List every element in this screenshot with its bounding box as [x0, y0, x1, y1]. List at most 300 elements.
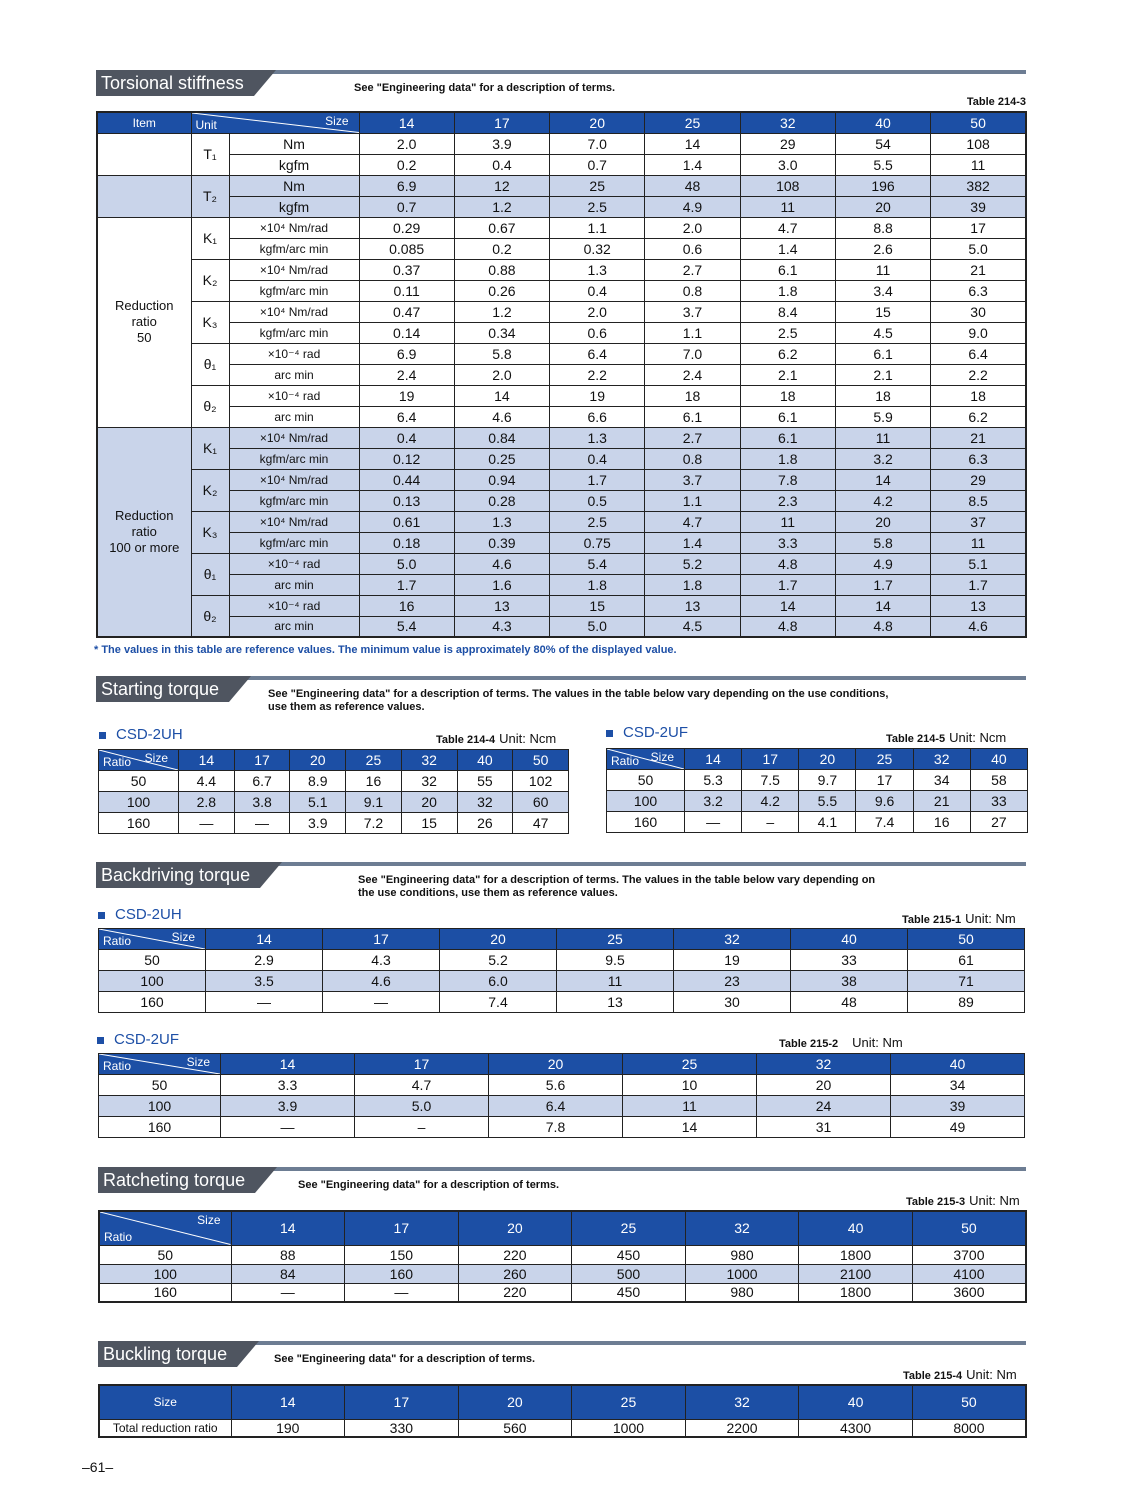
- unit-label: Unit: [195, 117, 217, 132]
- symbol-cell: K₂: [191, 469, 229, 511]
- size-header: 14: [206, 929, 323, 950]
- ratio-cell: 100: [607, 791, 685, 812]
- size-header: 25: [572, 1385, 686, 1419]
- ratio-size-header: [607, 749, 685, 770]
- table-caption: [906, 1193, 1020, 1208]
- table-cell: 10: [623, 1075, 757, 1096]
- size-header: 17: [454, 112, 549, 133]
- ratio-label-line: Reduction: [114, 507, 174, 523]
- symbol-cell: K₃: [191, 301, 229, 343]
- ratio-cell: 100: [99, 792, 179, 813]
- unit-cell: kgfm: [229, 196, 359, 217]
- unit-cell: arc min: [229, 574, 359, 595]
- table-cell: 150: [345, 1245, 459, 1264]
- table-cell: 1.8: [740, 448, 835, 469]
- table-cell: 4.5: [645, 616, 740, 637]
- table-row: [99, 992, 1025, 1013]
- table-cell: 3.7: [645, 301, 740, 322]
- size-header: 32: [401, 750, 457, 771]
- size-label: Size: [325, 114, 349, 128]
- table-cell: 4300: [799, 1419, 913, 1437]
- table-cell: 0.4: [454, 154, 549, 175]
- size-header: 50: [931, 112, 1026, 133]
- subheading-text: CSD-2UH: [116, 726, 183, 743]
- table-cell: 2.3: [740, 490, 835, 511]
- table-cell: 34: [891, 1075, 1025, 1096]
- size-header: 40: [891, 1054, 1025, 1075]
- symbol-cell: T₂: [191, 175, 229, 217]
- size-header: 50: [908, 929, 1025, 950]
- backdriving-uf-table: [98, 1053, 1025, 1138]
- table-unit: Unit: Nm: [969, 1193, 1020, 1208]
- table-cell: 37: [931, 511, 1026, 532]
- ratio-cell: 50: [99, 1075, 221, 1096]
- table-cell: 6.1: [740, 259, 835, 280]
- ratio-label-line: 100 or more: [109, 539, 180, 555]
- symbol-cell: θ₂: [191, 595, 229, 637]
- table-cell: 3.9: [454, 133, 549, 154]
- section-rule: [246, 862, 1026, 866]
- table-row: [97, 595, 1026, 616]
- size-header: 20: [458, 1211, 572, 1245]
- table-cell: 18: [931, 385, 1026, 406]
- table-cell: 4.6: [454, 553, 549, 574]
- size-header: 17: [345, 1211, 459, 1245]
- table-cell: 3.3: [740, 532, 835, 553]
- table-cell: 17: [856, 770, 913, 791]
- table-cell: 0.25: [454, 448, 549, 469]
- table-cell: 21: [913, 791, 970, 812]
- table-cell: 0.34: [454, 322, 549, 343]
- size-label: Size: [99, 1385, 231, 1419]
- table-row: [97, 259, 1026, 280]
- size-header: 14: [359, 112, 454, 133]
- table-cell: 32: [401, 771, 457, 792]
- backdriving-section: [96, 862, 1026, 899]
- table-cell: 330: [345, 1419, 459, 1437]
- table-cell: 0.44: [359, 469, 454, 490]
- bullet-square-icon: [97, 1037, 104, 1044]
- size-header: 32: [740, 112, 835, 133]
- table-cell: 2.0: [454, 364, 549, 385]
- row-label: Total reduction ratio: [99, 1419, 231, 1437]
- ratio-size-header: [99, 1211, 231, 1245]
- table-cell: 39: [931, 196, 1026, 217]
- size-header: 14: [685, 749, 742, 770]
- ratcheting-table: [98, 1210, 1027, 1303]
- table-cell: 88: [231, 1245, 345, 1264]
- table-cell: —: [231, 1283, 345, 1302]
- table-cell: 6.4: [550, 343, 645, 364]
- table-cell: 18: [835, 385, 930, 406]
- table-row: [97, 490, 1026, 511]
- table-cell: 382: [931, 175, 1026, 196]
- table-cell: 5.0: [931, 238, 1026, 259]
- table-cell: —: [345, 1283, 459, 1302]
- ratio-label: Ratio: [103, 934, 132, 948]
- table-cell: 4.6: [931, 616, 1026, 637]
- table-cell: 7.0: [645, 343, 740, 364]
- table-cell: 6.1: [740, 427, 835, 448]
- table-cell: 2.1: [740, 364, 835, 385]
- table-cell: 4.2: [742, 791, 799, 812]
- table-cell: 1.2: [454, 301, 549, 322]
- unit-cell: arc min: [229, 364, 359, 385]
- table-cell: 0.13: [359, 490, 454, 511]
- table-row: [99, 1117, 1025, 1138]
- table-cell: 5.0: [355, 1096, 489, 1117]
- table-cell: 11: [740, 196, 835, 217]
- table-cell: 5.6: [489, 1075, 623, 1096]
- table-cell: 18: [645, 385, 740, 406]
- table-row: [99, 771, 569, 792]
- table-cell: 3.2: [685, 791, 742, 812]
- table-cell: 1.7: [740, 574, 835, 595]
- table-cell: 0.28: [454, 490, 549, 511]
- table-cell: 0.12: [359, 448, 454, 469]
- ratio-label: Ratio: [104, 1229, 133, 1244]
- table-cell: 32: [457, 792, 513, 813]
- table-cell: —: [685, 812, 742, 833]
- ratio-label-cell: [97, 217, 191, 427]
- table-cell: 4.3: [323, 950, 440, 971]
- table-cell: 38: [791, 971, 908, 992]
- table-cell: 6.4: [931, 343, 1026, 364]
- table-cell: 2.2: [931, 364, 1026, 385]
- size-header: 20: [489, 1054, 623, 1075]
- table-cell: 0.4: [359, 427, 454, 448]
- table-cell: 0.29: [359, 217, 454, 238]
- table-cell: 2.6: [835, 238, 930, 259]
- symbol-cell: θ₁: [191, 343, 229, 385]
- table-id: Table 214-4: [436, 734, 496, 746]
- ratio-cell: 160: [607, 812, 685, 833]
- table-cell: 11: [623, 1096, 757, 1117]
- unit-cell: ×10⁻⁴ rad: [229, 343, 359, 364]
- section-note: [358, 874, 875, 900]
- table-cell: 2.5: [740, 322, 835, 343]
- table-cell: 7.4: [856, 812, 913, 833]
- table-cell: 1.6: [454, 574, 549, 595]
- table-row: [97, 553, 1026, 574]
- section-rule: [246, 70, 1026, 74]
- section-title: Torsional stiffness: [96, 70, 254, 96]
- symbol-cell: K₃: [191, 511, 229, 553]
- ratio-label-line: ratio: [131, 314, 157, 329]
- table-cell: 8.9: [290, 771, 346, 792]
- table-cell: 13: [454, 595, 549, 616]
- size-header: 25: [572, 1211, 686, 1245]
- table-cell: 3.9: [221, 1096, 355, 1117]
- table-row: [99, 1075, 1025, 1096]
- table-cell: 2.5: [550, 511, 645, 532]
- table-cell: 1.3: [550, 427, 645, 448]
- table-cell: 5.1: [290, 792, 346, 813]
- table-cell: 7.8: [489, 1117, 623, 1138]
- table-cell: 1000: [572, 1419, 686, 1437]
- size-header: 14: [231, 1211, 345, 1245]
- table-cell: 5.8: [835, 532, 930, 553]
- table-row: [97, 322, 1026, 343]
- ratio-cell: 50: [99, 771, 179, 792]
- table-cell: 4.7: [645, 511, 740, 532]
- table-cell: 2.4: [645, 364, 740, 385]
- table-cell: 190: [231, 1419, 345, 1437]
- table-cell: 4.5: [835, 322, 930, 343]
- table-cell: 1.3: [550, 259, 645, 280]
- table-cell: 1.7: [550, 469, 645, 490]
- table-cell: 14: [645, 133, 740, 154]
- table-cell: 18: [740, 385, 835, 406]
- table-cell: 1.8: [740, 280, 835, 301]
- table-cell: 3600: [912, 1283, 1026, 1302]
- ratio-cell: 50: [99, 950, 206, 971]
- table-cell: 20: [835, 511, 930, 532]
- table-cell: 34: [913, 770, 970, 791]
- table-cell: 8.5: [931, 490, 1026, 511]
- table-row: [97, 154, 1026, 175]
- table-row: [97, 616, 1026, 637]
- ratio-label-line: 50: [137, 330, 152, 345]
- table-cell: 2.0: [645, 217, 740, 238]
- symbol-cell: K₁: [191, 427, 229, 469]
- table-caption: [903, 1367, 1017, 1382]
- size-header: 14: [231, 1385, 345, 1419]
- table-cell: 196: [835, 175, 930, 196]
- size-header: 32: [685, 1211, 799, 1245]
- table-cell: 0.32: [550, 238, 645, 259]
- table-cell: 5.4: [359, 616, 454, 637]
- subheading-csd-2uh: [99, 726, 183, 743]
- table-cell: 23: [674, 971, 791, 992]
- torsional-section: [96, 70, 1026, 108]
- section-header: [96, 70, 1026, 100]
- unit-cell: kgfm/arc min: [229, 532, 359, 553]
- section-title: Ratcheting torque: [98, 1167, 255, 1193]
- table-id: Table 214-5: [886, 733, 946, 745]
- ratio-cell: 100: [99, 971, 206, 992]
- buckling-table: [98, 1384, 1027, 1438]
- table-cell: 260: [458, 1264, 572, 1283]
- table-row: [97, 427, 1026, 448]
- size-header: 20: [458, 1385, 572, 1419]
- table-cell: 19: [550, 385, 645, 406]
- size-header: 14: [221, 1054, 355, 1075]
- table-cell: 13: [931, 595, 1026, 616]
- note-line: See "Engineering data" for a description of terms. The values in the table below vary depending on: [358, 874, 876, 886]
- table-cell: 5.1: [931, 553, 1026, 574]
- table-cell: 1.1: [645, 322, 740, 343]
- section-rule: [246, 1341, 1026, 1345]
- ratio-cell: 160: [99, 1283, 231, 1302]
- table-cell: 71: [908, 971, 1025, 992]
- table-cell: 14: [623, 1117, 757, 1138]
- table-cell: 1.8: [645, 574, 740, 595]
- table-cell: 6.6: [550, 406, 645, 427]
- size-header: 32: [674, 929, 791, 950]
- table-cell: 4.6: [454, 406, 549, 427]
- unit-cell: kgfm: [229, 154, 359, 175]
- bullet-square-icon: [606, 730, 613, 737]
- subheading-csd-2uh: [98, 906, 182, 923]
- starting-uf-table: [606, 748, 1028, 833]
- size-header: 20: [290, 750, 346, 771]
- table-cell: 5.2: [440, 950, 557, 971]
- table-cell: 9.5: [557, 950, 674, 971]
- table-id: Table 215-4: [903, 1370, 963, 1382]
- table-cell: 6.2: [740, 343, 835, 364]
- table-row: [97, 217, 1026, 238]
- table-cell: 6.2: [931, 406, 1026, 427]
- table-cell: 27: [970, 812, 1027, 833]
- table-cell: 29: [931, 469, 1026, 490]
- table-cell: 15: [835, 301, 930, 322]
- table-cell: 89: [908, 992, 1025, 1013]
- table-cell: 0.94: [454, 469, 549, 490]
- table-cell: 16: [346, 771, 402, 792]
- ratio-size-header: [99, 1054, 221, 1075]
- starting-uh-table: [98, 749, 569, 834]
- ratcheting-section: [96, 1167, 1026, 1197]
- bullet-square-icon: [98, 912, 105, 919]
- size-label: Size: [171, 930, 195, 944]
- table-cell: 2.7: [645, 427, 740, 448]
- section-title: Buckling torque: [98, 1341, 237, 1367]
- table-cell: 1.7: [931, 574, 1026, 595]
- size-header: 40: [835, 112, 930, 133]
- table-row: [99, 971, 1025, 992]
- table-row: [97, 511, 1026, 532]
- ratio-cell: 160: [99, 813, 179, 834]
- table-cell: 4.4: [179, 771, 235, 792]
- table-row: [99, 813, 569, 834]
- item-cell: [97, 175, 191, 217]
- table-cell: 20: [835, 196, 930, 217]
- table-cell: 220: [458, 1245, 572, 1264]
- size-header: 17: [234, 750, 290, 771]
- table-cell: 7.2: [346, 813, 402, 834]
- table-cell: 0.39: [454, 532, 549, 553]
- unit-cell: kgfm/arc min: [229, 238, 359, 259]
- table-row: [607, 812, 1028, 833]
- table-cell: 108: [740, 175, 835, 196]
- table-cell: 5.4: [550, 553, 645, 574]
- table-row: [607, 791, 1028, 812]
- table-row: [97, 301, 1026, 322]
- table-row: [97, 469, 1026, 490]
- table-cell: 58: [970, 770, 1027, 791]
- unit-cell: ×10⁴ Nm/rad: [229, 511, 359, 532]
- table-cell: 1.1: [550, 217, 645, 238]
- symbol-cell: T₁: [191, 133, 229, 175]
- table-cell: 4.8: [740, 616, 835, 637]
- table-header-row: [99, 750, 569, 771]
- symbol-cell: θ₂: [191, 385, 229, 427]
- table-cell: —: [206, 992, 323, 1013]
- table-cell: 6.4: [359, 406, 454, 427]
- table-cell: 4.7: [740, 217, 835, 238]
- unit-cell: kgfm/arc min: [229, 280, 359, 301]
- table-cell: 2.0: [359, 133, 454, 154]
- table-cell: 1.7: [359, 574, 454, 595]
- size-header: 20: [799, 749, 856, 770]
- table-unit: Unit: Ncm: [949, 730, 1007, 745]
- size-header: 17: [323, 929, 440, 950]
- table-cell: 160: [345, 1264, 459, 1283]
- table-caption: Table 214-3: [966, 96, 1026, 108]
- symbol-cell: θ₁: [191, 553, 229, 595]
- size-header: 25: [645, 112, 740, 133]
- table-cell: 11: [740, 511, 835, 532]
- section-note: [268, 688, 888, 714]
- table-row: [99, 1264, 1026, 1283]
- unit-cell: Nm: [229, 133, 359, 154]
- size-header: 40: [799, 1385, 913, 1419]
- table-cell: 0.085: [359, 238, 454, 259]
- table-cell: 0.4: [550, 448, 645, 469]
- table-row: [97, 385, 1026, 406]
- table-cell: 3.3: [221, 1075, 355, 1096]
- table-cell: —: [221, 1117, 355, 1138]
- table-cell: 0.26: [454, 280, 549, 301]
- table-caption: [886, 730, 1006, 745]
- symbol-cell: K₁: [191, 217, 229, 259]
- section-note: See "Engineering data" for a description of terms.: [298, 1179, 560, 1191]
- table-cell: 16: [913, 812, 970, 833]
- table-cell: 450: [572, 1245, 686, 1264]
- section-title: Backdriving torque: [96, 862, 260, 888]
- section-header: [96, 862, 1026, 899]
- starting-section: [96, 676, 1026, 713]
- table-cell: 1800: [799, 1283, 913, 1302]
- bullet-square-icon: [99, 732, 106, 739]
- table-cell: 3.9: [290, 813, 346, 834]
- unit-cell: ×10⁴ Nm/rad: [229, 259, 359, 280]
- table-cell: 49: [891, 1117, 1025, 1138]
- table-cell: 17: [931, 217, 1026, 238]
- unit-cell: kgfm/arc min: [229, 448, 359, 469]
- table-cell: 4.9: [835, 553, 930, 574]
- table-caption: [902, 911, 1016, 926]
- table-cell: 20: [401, 792, 457, 813]
- table-cell: 4100: [912, 1264, 1026, 1283]
- table-cell: 6.9: [359, 343, 454, 364]
- table-cell: 39: [891, 1096, 1025, 1117]
- table-cell: 4.1: [799, 812, 856, 833]
- unit-cell: arc min: [229, 406, 359, 427]
- table-cell: 7.8: [740, 469, 835, 490]
- size-label: Size: [144, 751, 168, 765]
- size-label: Size: [197, 1213, 221, 1227]
- unit-cell: ×10⁴ Nm/rad: [229, 301, 359, 322]
- table-cell: 4.8: [835, 616, 930, 637]
- table-cell: 3.7: [645, 469, 740, 490]
- table-cell: 1.4: [740, 238, 835, 259]
- table-cell: 5.3: [685, 770, 742, 791]
- section-header: [96, 1167, 1026, 1197]
- table-cell: 0.75: [550, 532, 645, 553]
- table-cell: 11: [557, 971, 674, 992]
- note-line: use them as reference values.: [268, 701, 425, 713]
- table-cell: 11: [931, 154, 1026, 175]
- table-cell: 2.8: [179, 792, 235, 813]
- table-caption: [436, 731, 556, 746]
- section-rule: [246, 676, 1026, 680]
- table-header-row: [99, 1385, 1026, 1419]
- table-cell: 2.0: [550, 301, 645, 322]
- unit-cell: ×10⁻⁴ rad: [229, 385, 359, 406]
- table-row: [99, 1096, 1025, 1117]
